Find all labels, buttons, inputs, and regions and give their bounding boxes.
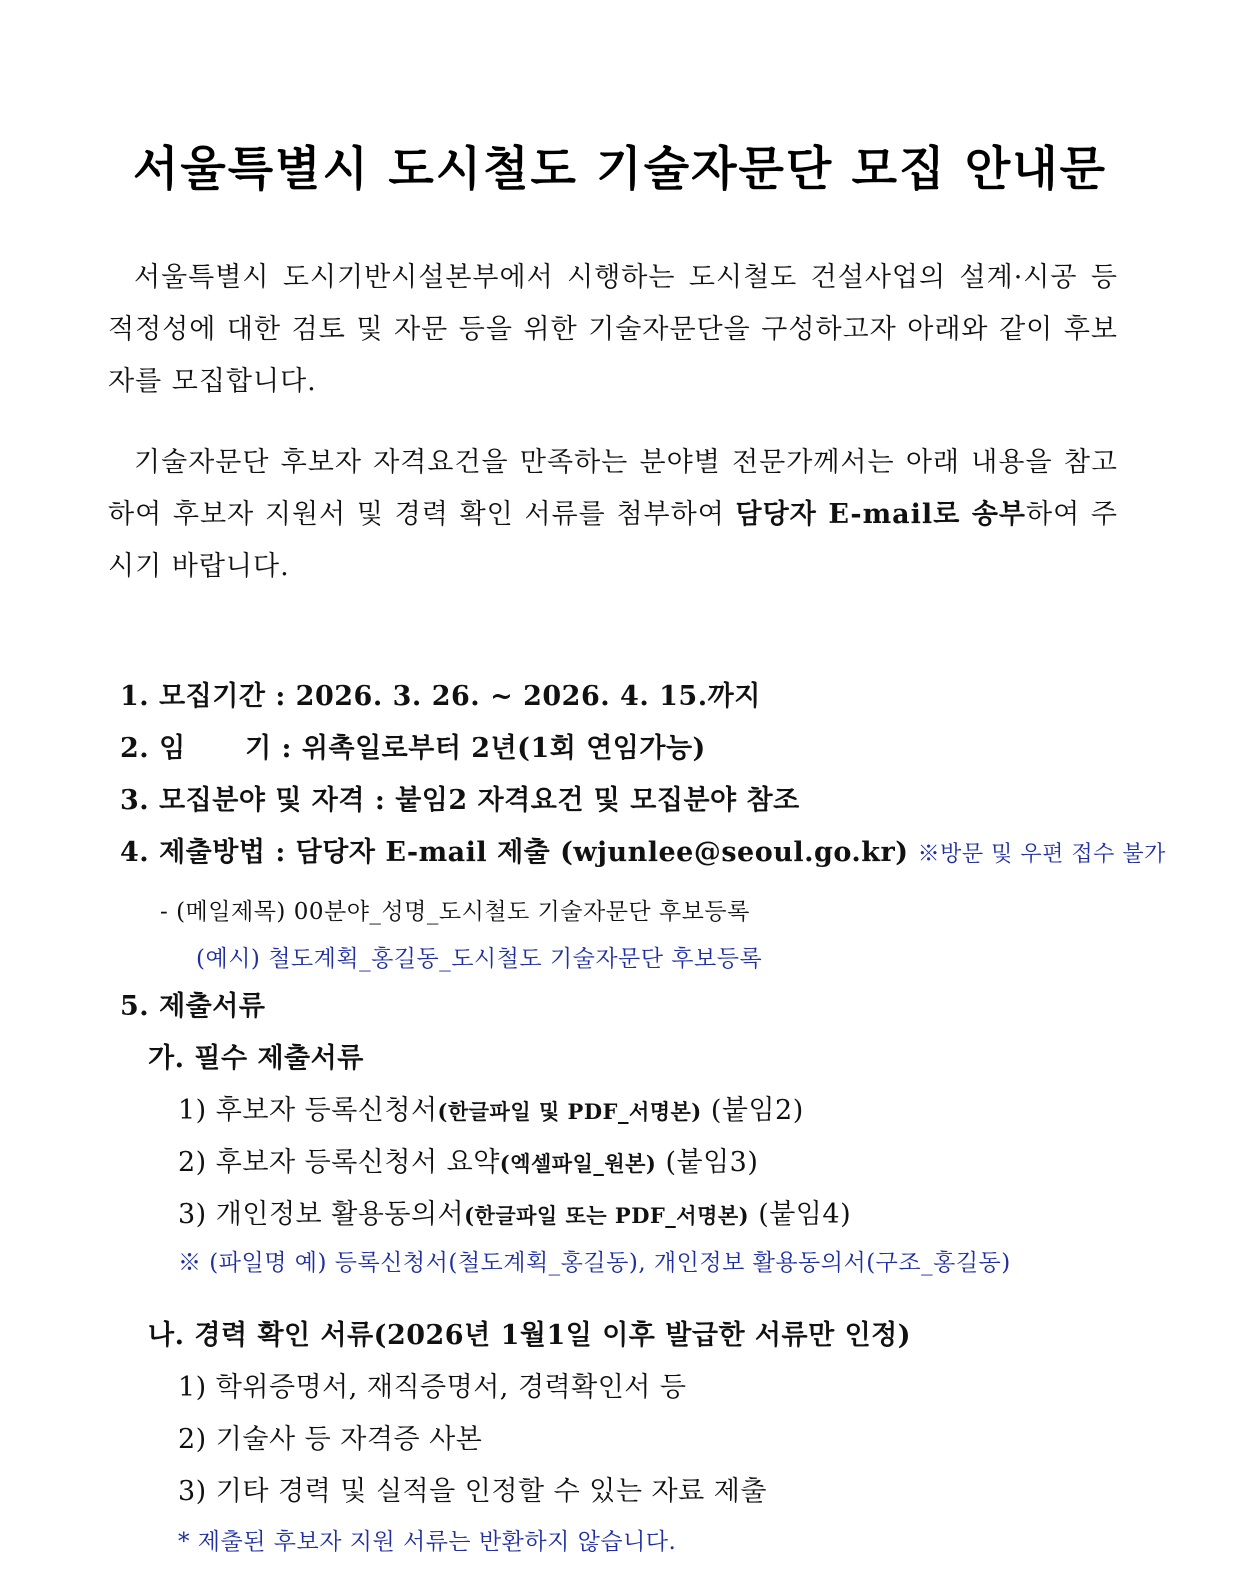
footer-note: * 제출된 후보자 지원 서류는 반환하지 않습니다. [178,1529,677,1555]
required-doc-3-name: 3) 개인정보 활용동의서 [178,1199,465,1230]
item-submission-method [120,830,1166,869]
mail-subject-example: (예시) 철도계획_홍길동_도시철도 기술자문단 후보등록 [196,946,763,972]
intro-text-2-bold: 담당자 E-mail로 송부 [735,499,1026,530]
section-required-docs-title: 가. 필수 제출서류 [148,1043,364,1074]
intro-paragraph-1 [108,252,1118,408]
mail-subject-format: - (메일제목) 00분야_성명_도시철도 기술자문단 후보등록 [160,899,750,925]
career-doc-2: 2) 기술사 등 자격증 사본 [178,1424,483,1455]
required-doc-1-name: 1) 후보자 등록신청서 [178,1095,438,1126]
required-doc-2 [178,1140,758,1179]
required-doc-2-attachment: (붙임3) [656,1147,759,1178]
submission-method-text: 4. 제출방법 : 담당자 E-mail 제출 (wjunlee@seoul.go.kr) [120,837,909,868]
required-doc-3-attachment: (붙임4) [749,1199,852,1230]
file-name-example-note: ※ (파일명 예) 등록신청서(철도계획_홍길동), 개인정보 활용동의서(구조_홍길동) [178,1250,1011,1276]
required-doc-1-attachment: (붙임2) [701,1095,804,1126]
required-doc-1-format: (한글파일 및 PDF_서명본) [437,1099,702,1124]
page-title: 서울특별시 도시철도 기술자문단 모집 안내문 [132,142,1108,197]
required-doc-3 [178,1192,851,1231]
required-doc-1 [178,1088,804,1127]
career-doc-3: 3) 기타 경력 및 실적을 인정할 수 있는 자료 제출 [178,1476,767,1507]
submission-note: ※방문 및 우편 접수 불가 [917,842,1166,867]
intro-paragraph-2 [108,437,1118,593]
required-doc-2-format: (엑셀파일_원본) [499,1151,657,1176]
career-doc-1: 1) 학위증명서, 재직증명서, 경력확인서 등 [178,1372,687,1403]
section-career-docs-title: 나. 경력 확인 서류(2026년 1월1일 이후 발급한 서류만 인정) [148,1320,912,1351]
item-documents: 5. 제출서류 [120,991,266,1022]
required-doc-3-format: (한글파일 또는 PDF_서명본) [464,1203,750,1228]
intro-text-1: 서울특별시 도시기반시설본부에서 시행하는 도시철도 건설사업의 설계·시공 등 적정성에 대한 검토 및 자문 등을 위한 기술자문단을 구성하고자 아래와 같이 후보자를 모집합니다. [108,262,1118,397]
required-doc-2-name: 2) 후보자 등록신청서 요약 [178,1147,500,1178]
item-field-qualification: 3. 모집분야 및 자격 : 붙임2 자격요건 및 모집분야 참조 [120,785,800,816]
intro-text-2a: 기술자문단 후보자 자격요건을 만족하는 분야별 전문가께서는 아래 내용을 참고하여 후보자 지원서 및 경력 확인 서류를 첨부하여 [108,447,1118,530]
item-recruit-period: 1. 모집기간 : 2026. 3. 26. ~ 2026. 4. 15.까지 [120,681,761,712]
item-term: 2. 임 기 : 위촉일로부터 2년(1회 연임가능) [120,733,706,764]
intro-text-2b: 하여 주시기 바랍니다. [108,499,1118,582]
